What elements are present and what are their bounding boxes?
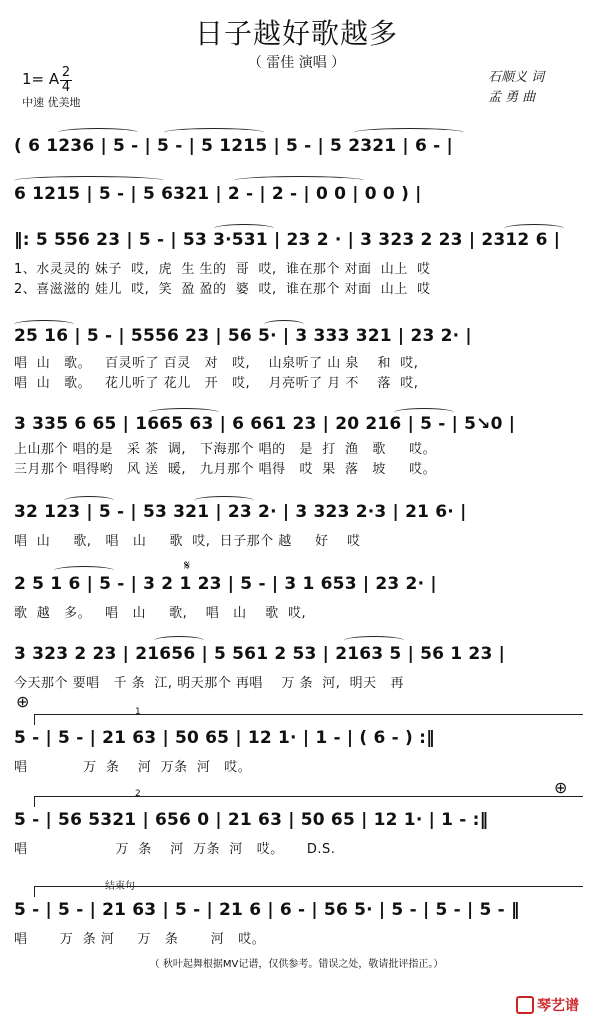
score-system-3	[14, 224, 580, 296]
composer-credit: 孟 勇 曲	[488, 90, 536, 105]
lyric-verse-2: 2、喜滋滋的 娃儿 哎, 笑 盈 盈的 婆 哎, 谁在那个 对面 山上 哎	[14, 282, 431, 297]
notation-line: ( 6 1236 | 5 - | 5 - | 5 1215 | 5 - | 5 2321 | 6 - |	[14, 136, 453, 156]
time-signature	[60, 66, 72, 95]
lyric-verse-2: 唱 山 歌。 花儿听了 花儿 开 哎, 月亮听了 月 不 落 哎,	[14, 376, 419, 391]
key-signature: 1= A	[22, 70, 60, 88]
lyric-verse-1: 唱 山 歌。 百灵听了 百灵 对 哎, 山泉听了 山 泉 和 哎,	[14, 356, 419, 371]
lyric-verse-1: 唱 山 歌, 唱 山 歌 哎, 日子那个 越 好 哎	[14, 534, 361, 549]
lyric-verse-1: 唱 万 条 河 万条 河 哎。	[14, 760, 252, 775]
score-system-2	[14, 176, 580, 216]
notation-line: 25 16 | 5 - | 5556 23 | 56 5· | 3 333 321 | 23 2· |	[14, 326, 472, 346]
score-system-4	[14, 320, 580, 390]
coda-icon: ⊕	[554, 778, 568, 797]
lyric-verse-2: 三月那个 唱得哟 风 送 暖, 九月那个 唱得 哎 果 落 坡 哎。	[14, 462, 437, 477]
meter-top: 2	[61, 65, 71, 80]
lyric-verse-1: 唱 万 条 河 万 条 河 哎。	[14, 932, 266, 947]
lyric-verse-1: 唱 万 条 河 万条 河 哎。 D.S.	[14, 842, 336, 857]
notation-line: 5 - | 56 5321 | 656 0 | 21 63 | 50 65 | 12 1· | 1 - :‖	[14, 810, 489, 830]
score-system-9	[14, 692, 580, 780]
site-logo[interactable]	[516, 995, 579, 1015]
notation-line: ‖: 5 556 23 | 5 - | 53 3·531 | 23 2 · | 3 323 2 23 | 2312 6 |	[14, 230, 561, 250]
notation-line: 2 5 1 6 | 5 - | 3 2 1 23 | 5 - | 3 1 653 | 23 2· |	[14, 574, 437, 594]
score-system-8	[14, 636, 580, 692]
lyric-verse-1: 歌 越 多。 唱 山 歌, 唱 山 歌 哎,	[14, 606, 307, 621]
score-system-10	[14, 778, 580, 862]
volta-number: 2	[135, 789, 141, 799]
ending-phrase-bracket	[34, 881, 583, 897]
lyric-verse-1: 今天那个 要唱 千 条 江, 明天那个 再唱 万 条 河, 明天 再	[14, 676, 405, 691]
score-system-7	[14, 558, 580, 622]
first-ending-bracket	[34, 707, 583, 725]
song-title: 日子越好歌越多	[194, 17, 398, 50]
meter-bottom: 4	[61, 80, 71, 95]
logo-text: 琴艺谱	[537, 998, 579, 1014]
lyric-verse-1: 1、水灵灵的 妹子 哎, 虎 生 生的 哥 哎, 谁在那个 对面 山上 哎	[14, 262, 431, 277]
notation-line: 6 1215 | 5 - | 5 6321 | 2 - | 2 - | 0 0 | 0 0 ) |	[14, 184, 422, 204]
singer-line: （ 雷佳 演唱 ）	[247, 55, 346, 71]
second-ending-bracket	[34, 789, 583, 807]
ending-label: 结束句	[105, 881, 135, 892]
notation-line: 5 - | 5 - | 21 63 | 5 - | 21 6 | 6 - | 56 5· | 5 - | 5 - | 5 - ‖	[14, 900, 520, 920]
logo-icon	[516, 996, 534, 1014]
notation-line: 32 123 | 5 - | 53 321 | 23 2· | 3 323 2·3 | 21 6· |	[14, 502, 467, 522]
notation-line: 3 323 2 23 | 21656 | 5 561 2 53 | 2163 5 | 56 1 23 |	[14, 644, 506, 664]
notation-line: 3 335 6 65 | 1665 63 | 6 661 23 | 20 216 | 5 - | 5↘0 |	[14, 414, 516, 434]
lyric-verse-1: 上山那个 唱的是 采 茶 调, 下海那个 唱的 是 打 渔 歌 哎。	[14, 442, 437, 457]
tempo-marking: 中速 优美地	[22, 96, 81, 109]
notation-line: 5 - | 5 - | 21 63 | 50 65 | 12 1· | 1 - | ( 6 - ) :‖	[14, 728, 435, 748]
score-system-11	[14, 872, 580, 952]
segno-icon: 𝄋	[184, 558, 191, 574]
lyricist-credit: 石顺义 词	[488, 70, 545, 85]
coda-icon: ⊕	[16, 692, 30, 711]
score-system-1	[14, 128, 580, 168]
transcriber-note: （ 秋叶起舞根据MV记谱，仅供参考。错误之处，敬请批评指正。）	[149, 959, 444, 970]
volta-number: 1	[135, 707, 141, 717]
score-system-6	[14, 496, 580, 552]
score-system-5	[14, 408, 580, 480]
